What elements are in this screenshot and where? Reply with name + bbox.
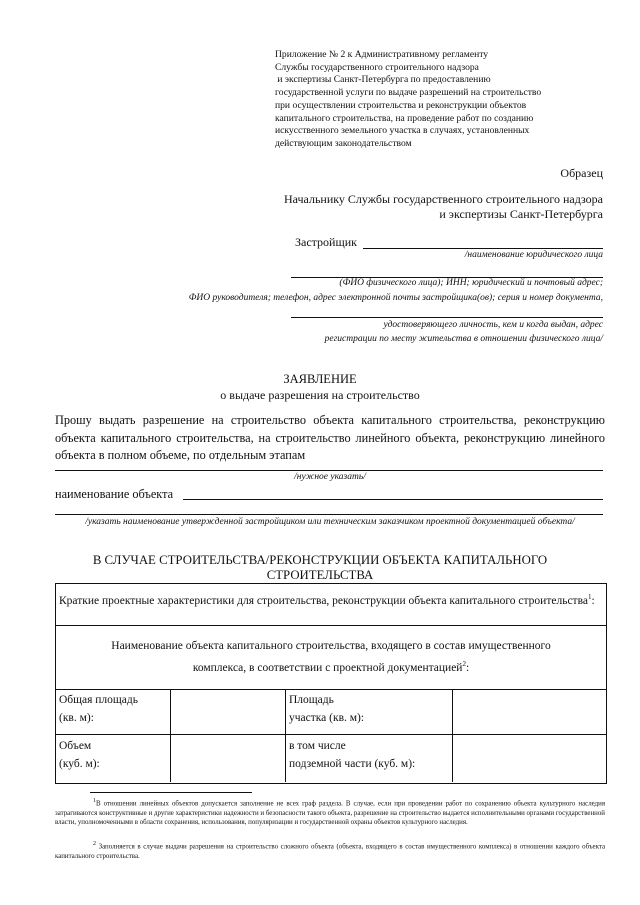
volume-line1: Объем [59,740,92,752]
statement-title: ЗАЯВЛЕНИЕ [283,372,357,386]
volume-label [59,737,100,773]
footnote-separator [90,792,252,793]
name-line2-text: комплекса, в соответствии с проектной документацией [192,661,463,674]
section-title-line1: В СЛУЧАЕ СТРОИТЕЛЬСТВА/РЕКОНСТРУКЦИИ ОБЪЕКТА КАПИТАЛЬНОГО [92,553,548,567]
name-line2 [56,655,606,677]
plot-area-line2: участка (кв. м): [289,712,365,724]
developer-name-field[interactable] [363,248,603,249]
col-divider [452,689,453,782]
total-area-value[interactable] [171,690,285,734]
plot-area-value[interactable] [453,690,605,734]
object-name-characteristic [56,637,606,677]
volume-value[interactable] [171,735,285,782]
total-area-label [59,691,138,727]
object-name-field-2[interactable] [55,514,603,515]
name-line1: Наименование объекта капитального строительства, входящего в состав имущественного [111,640,551,652]
volume-line2: (куб. м): [59,758,100,770]
underground-line2: подземной части (куб. м): [289,758,416,770]
sample-label: Образец [560,166,603,180]
statement-subtitle: о выдаче разрешения на строительство [220,388,420,402]
developer-hint: удостоверяющего личность, кем и когда выдан, адрес [383,320,603,330]
specify-field[interactable] [55,470,603,471]
developer-hint: /наименование юридического лица [464,250,603,260]
addressee-line: и экспертизы Санкт-Петербурга [439,207,603,221]
row-divider [56,625,606,626]
developer-label: Застройщик [295,235,357,249]
statement-body: Прошу выдать разрешение на строительство объекта капитального строительства, реконструкцию объекта капитального строительства, на строительство линейного объекта, реконструкцию линейного объекта в полном объеме, по отдельным этапам [55,413,605,462]
specify-hint: /нужное указать/ [294,472,366,482]
appendix-line: капитального строительства, на проведение работ по созданию [275,112,534,124]
plot-area-line1: Площадь [289,694,334,706]
brief-characteristics [59,588,602,610]
footnote-2-text: Заполняется в случае выдачи разрешения на строительство сложного объекта (объекта, входящего в состав имущественного комплекса) в отношении каждого объекта капитального строительства. [55,843,605,860]
object-name-field[interactable] [183,499,603,500]
developer-document-field[interactable] [291,317,603,318]
brief-text: Краткие проектные характеристики для строительства, реконструкции объекта капитального строительства [59,594,588,607]
total-area-line1: Общая площадь [59,694,138,706]
plot-area-label [289,691,364,727]
footnote-ref: 1 [587,593,592,601]
underground-volume-value[interactable] [453,735,605,782]
footnote-2 [55,840,605,861]
object-hint: /указать наименование утвержденной застройщиком или техническим заказчиком проектной документацией объекта/ [85,517,575,527]
object-name-label: наименование объекта [55,487,174,501]
appendix-line: действующим законодательством [275,137,412,149]
appendix-line: государственной услуги по выдаче разрешений на строительство [275,87,542,99]
section-title-line2: СТРОИТЕЛЬСТВА [266,568,374,582]
footnote-ref: 2 [462,660,466,668]
col-divider [170,689,171,782]
appendix-line: при осуществлении строительства и реконструкции объектов [275,99,527,111]
addressee-line: Начальнику Службы государственного строительного надзора [283,192,603,206]
footnote-1-text: В отношении линейных объектов допускается заполнение не всех граф раздела. В случае, если при проведении работ по сохранению объекта культурного наследия затрагиваются конструктивные и другие характеристики надежности и безопасности такого объекта, разрешение на строительство выдается исполнительными органами государственной власти, уполномоченными в области сохранения, использования, популяризации и государственной охраны объектов культурного наследия. [55,800,605,827]
footnote-mark: 2 [93,841,96,847]
appendix-line: и экспертизы Санкт-Петербурга по предоставлению [275,74,491,86]
name-colon: : [465,661,470,674]
developer-hint: ФИО руководителя; телефон, адрес электронной почты застройщика(ов); серия и номер документа, [188,293,603,303]
total-area-line2: (кв. м): [59,712,94,724]
underground-line1: в том числе [289,740,346,752]
underground-volume-label [289,737,415,773]
appendix-note [275,49,605,151]
appendix-line: искусственного земельного участка в случаях, установленных [275,125,530,137]
appendix-line: Службы государственного строительного надзора [275,61,479,73]
developer-hint: (ФИО физического лица); ИНН; юридический и почтовый адрес; [339,278,603,288]
footnote-1 [55,797,605,828]
col-divider [285,689,286,782]
developer-hint: регистрации по месту жительства в отношении физического лица/ [324,334,603,344]
appendix-line: Приложение № 2 к Административному регламенту [275,49,489,60]
footnote-mark: 1 [93,798,96,804]
characteristics-table [55,583,607,784]
addressee [284,192,603,222]
brief-colon: : [591,594,595,607]
